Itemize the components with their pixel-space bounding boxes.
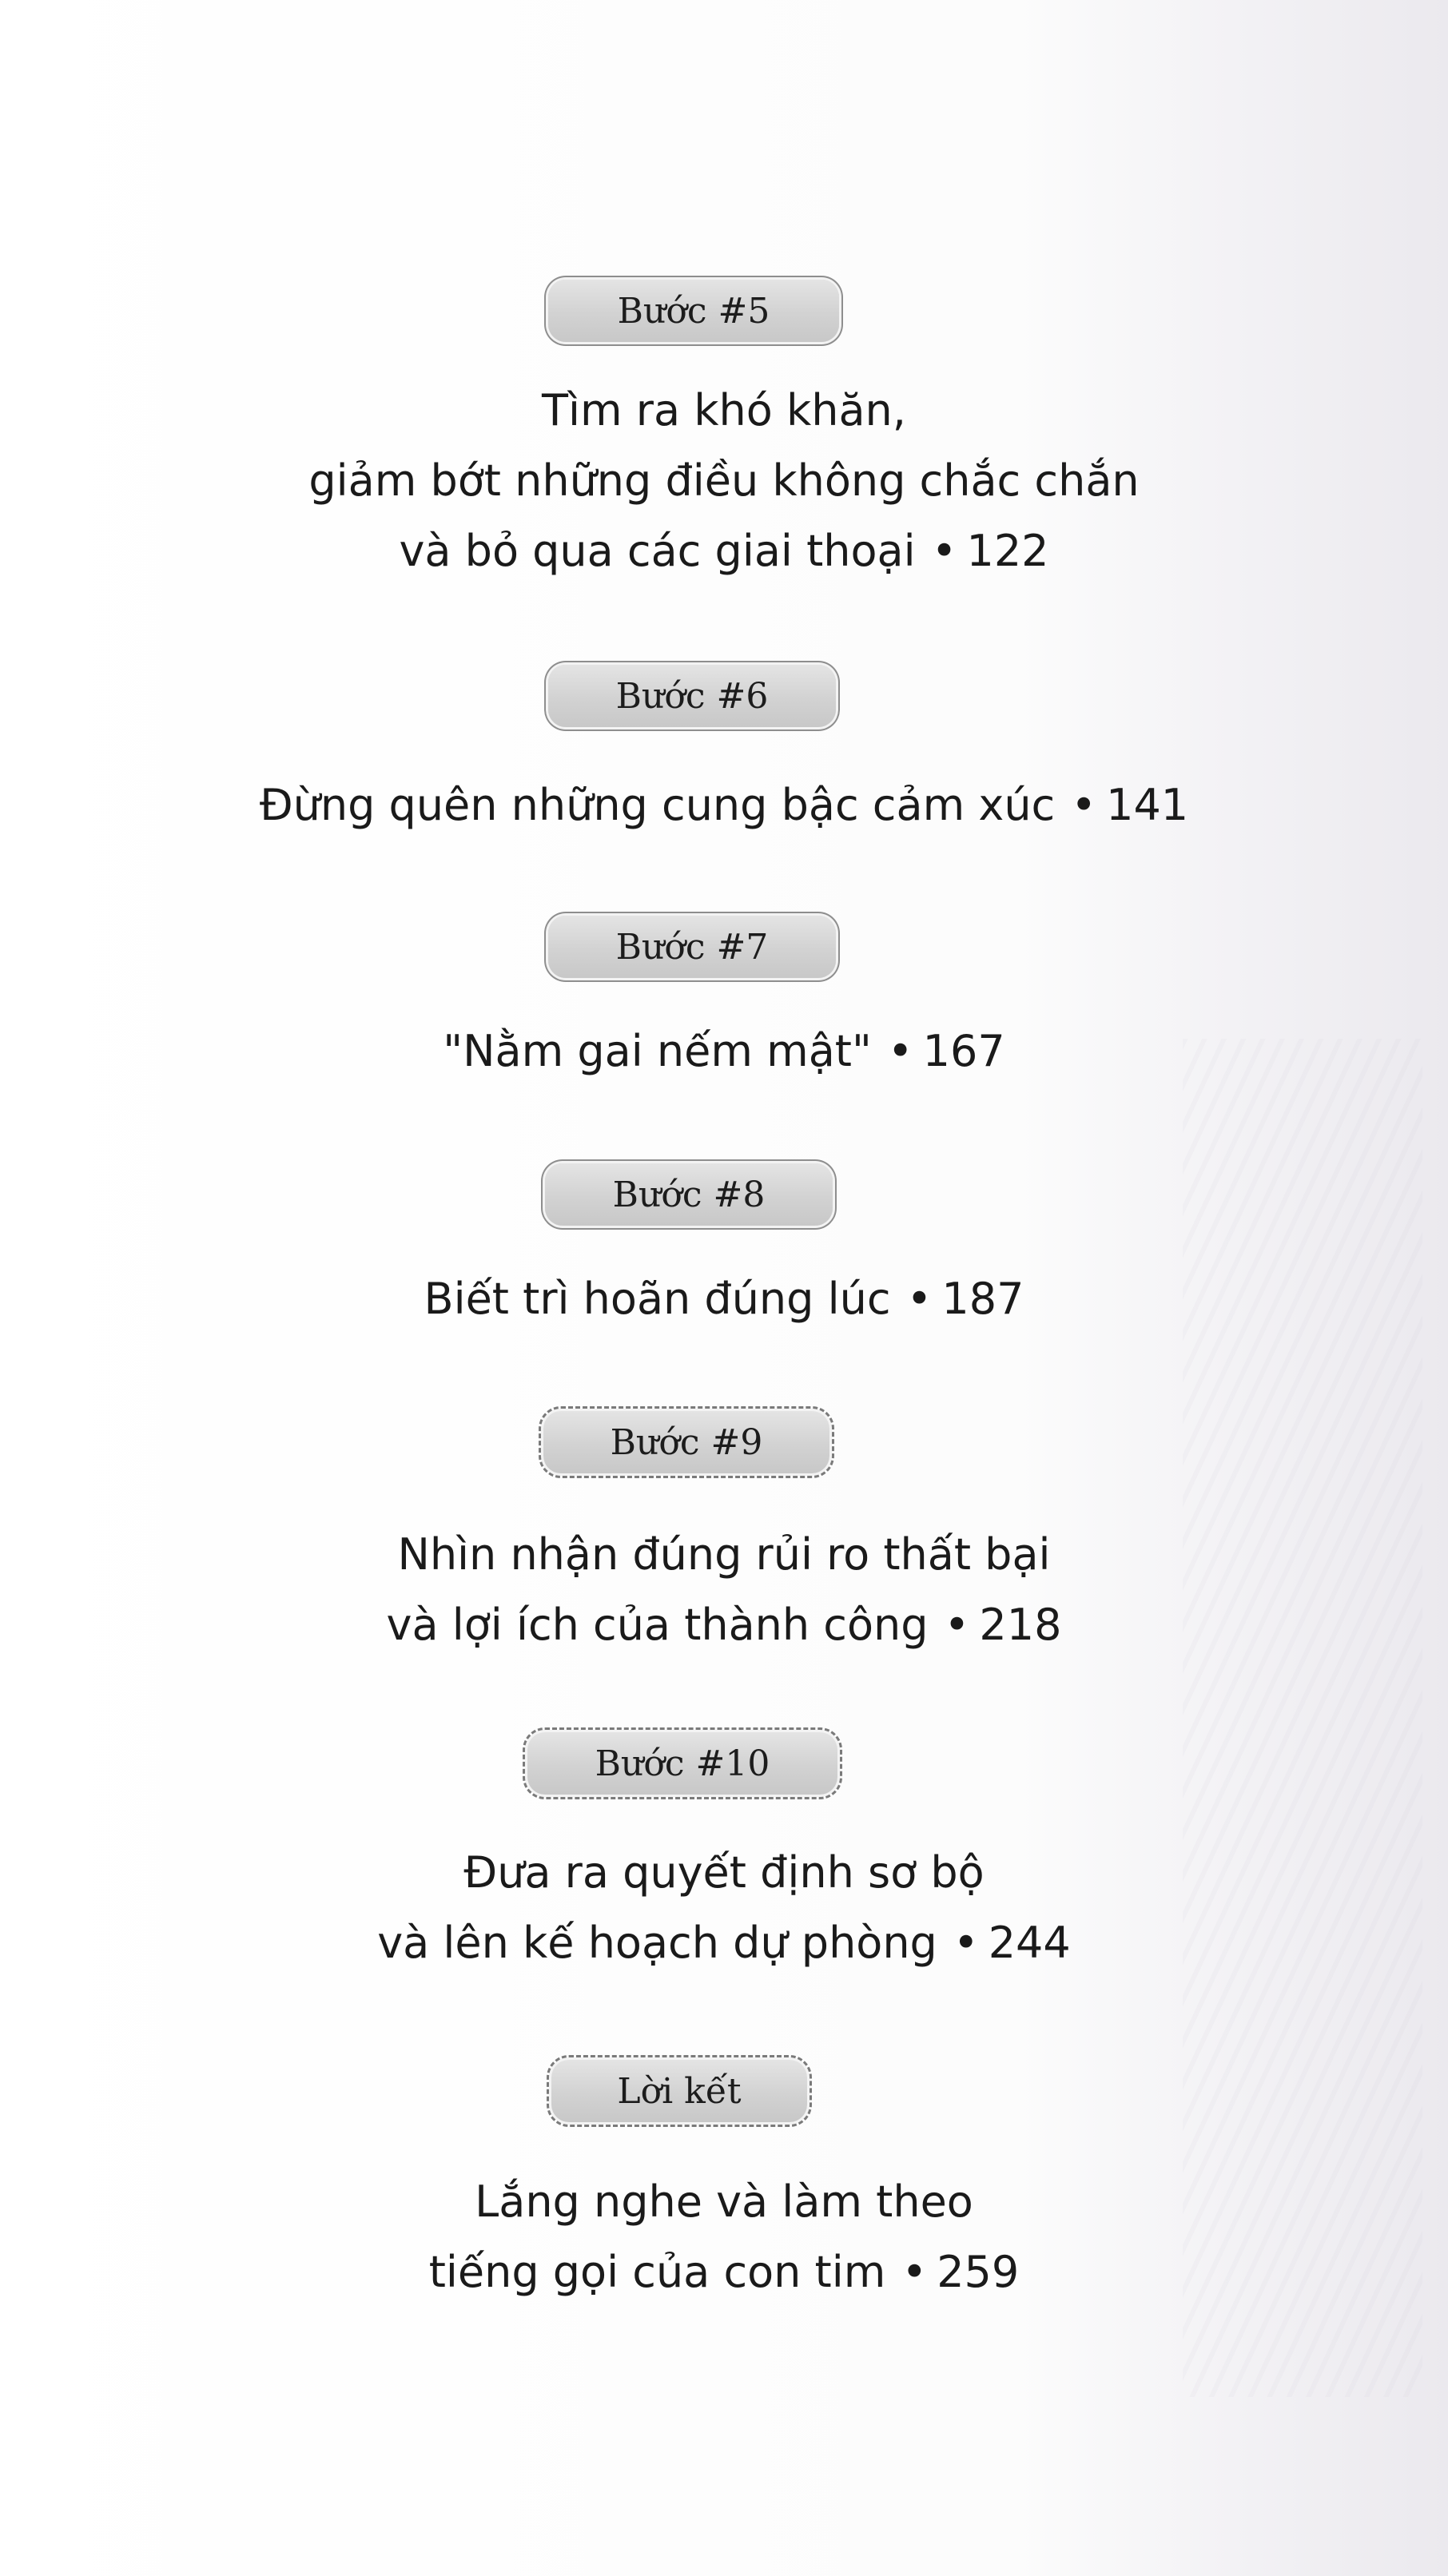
step-badge-5: Bước #5 [548, 280, 839, 342]
entry-line-text: "Nằm gai nếm mật" [443, 1026, 872, 1076]
toc-entry-step-9[interactable] [0, 1520, 1448, 1660]
step-badge-8: Bước #8 [545, 1163, 833, 1226]
entry-line: Nhìn nhận đúng rủi ro thất bại [397, 1529, 1051, 1580]
bullet-separator: • [887, 1026, 913, 1076]
toc-entry-epilogue[interactable] [0, 2167, 1448, 2308]
toc-entry-step-10[interactable] [0, 1838, 1448, 1978]
toc-entry-step-8[interactable] [0, 1264, 1448, 1334]
entry-line [0, 1264, 1448, 1334]
bullet-separator: • [953, 1918, 979, 1968]
epilogue-badge: Lời kết [551, 2060, 807, 2122]
bullet-separator: • [906, 1274, 933, 1324]
page-number: 122 [966, 526, 1049, 576]
bullet-separator: • [901, 2247, 928, 2297]
entry-line-text: Đừng quên những cung bậc cảm xúc [259, 780, 1056, 830]
toc-entry-step-6[interactable] [0, 770, 1448, 841]
entry-line: Tìm ra khó khăn, [542, 385, 906, 435]
entry-line: giảm bớt những điều không chắc chắn [308, 455, 1140, 506]
page-number: 187 [941, 1274, 1024, 1324]
entry-line-text: và lợi ích của thành công [386, 1600, 929, 1650]
entry-line [0, 1590, 1448, 1660]
step-badge-6: Bước #6 [548, 665, 836, 727]
entry-line [0, 2237, 1448, 2308]
toc-entry-step-7[interactable] [0, 1016, 1448, 1087]
page-number: 218 [979, 1600, 1062, 1650]
entry-line-text: Biết trì hoãn đúng lúc [424, 1274, 891, 1324]
page-number: 244 [988, 1918, 1071, 1968]
toc-entry-step-5[interactable] [0, 376, 1448, 586]
bullet-separator: • [931, 526, 957, 576]
entry-line: Đưa ra quyết định sơ bộ [463, 1847, 985, 1898]
entry-line: Lắng nghe và làm theo [475, 2176, 973, 2227]
entry-line-text: và lên kế hoạch dự phòng [377, 1918, 937, 1968]
step-badge-10: Bước #10 [527, 1732, 837, 1795]
page-number: 141 [1106, 780, 1189, 830]
page-number: 259 [937, 2247, 1020, 2297]
entry-line [0, 1016, 1448, 1087]
bullet-separator: • [1071, 780, 1097, 830]
page-number: 167 [922, 1026, 1005, 1076]
entry-line [0, 516, 1448, 586]
entry-line [0, 1908, 1448, 1978]
entry-line [0, 770, 1448, 841]
step-badge-9: Bước #9 [543, 1411, 829, 1473]
step-badge-7: Bước #7 [548, 916, 836, 978]
bullet-separator: • [944, 1600, 970, 1650]
entry-line-text: tiếng gọi của con tim [428, 2247, 886, 2297]
entry-line-text: và bỏ qua các giai thoại [399, 526, 916, 576]
